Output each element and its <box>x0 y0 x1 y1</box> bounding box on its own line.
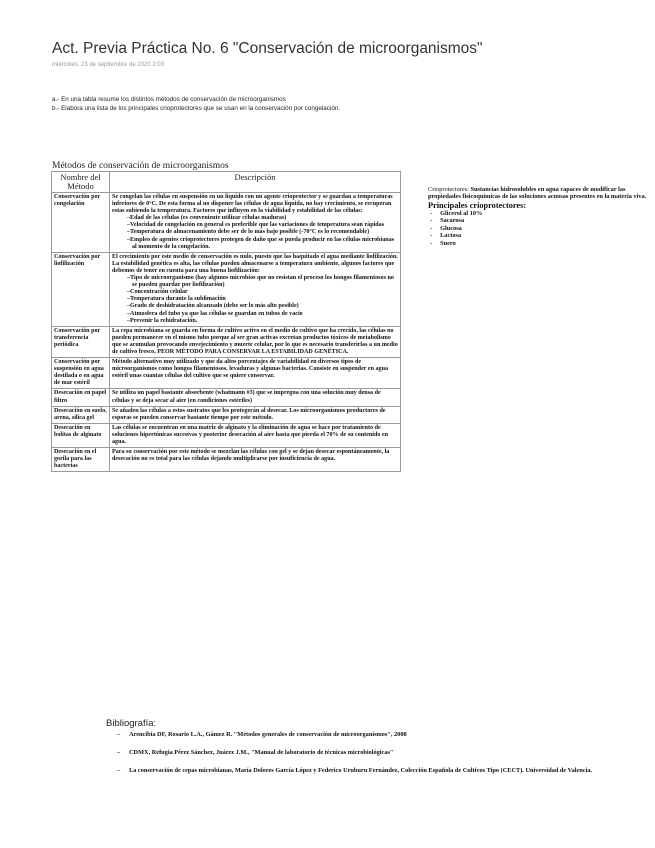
list-item: – Temperatura durante la sublimación <box>132 296 398 303</box>
description-text: Se utiliza un papel bastante absorbente (whatmann #3) que se impregna con una solución muy densa de células y se deja secar al aire (en condiciones estériles) <box>112 390 381 404</box>
factor-list <box>112 215 398 250</box>
description-text: Se congelan las células en suspensión en un líquido con un agente crioprotector y se guardan a temperaturas inferiores de 0°C. De esta forma al no disponer las células de agua líquida, no hay crecimiento, se recuperan estas subiendo la temperatura. Factores que influyen en la viabilidad y estabilidad de las células: <box>112 194 393 215</box>
table-row <box>52 406 401 423</box>
table-header-row <box>52 172 401 193</box>
description-text: Las células se encuentran en una matriz de alginato y la eliminación de agua se hace por tratamiento de soluciones hipertónicas sucesivas y posterior desecación al aire hasta que pierda el 70% de su contenido en agua. <box>112 424 389 445</box>
method-description <box>110 448 401 472</box>
list-item: – Prevenir la rehidratación. <box>132 318 398 325</box>
col-header-method: Nombre del Método <box>52 172 110 193</box>
page-date: miércoles, 23 de septiembre de 2020 2:03 <box>52 62 165 68</box>
method-name: Conservación por transferencia periódica <box>52 326 110 357</box>
list-item: – Grado de deshidratación alcanzado (debe ser lo más alto posible) <box>132 303 398 310</box>
table-row <box>52 423 401 447</box>
method-name: Desecación en bolitas de alginato <box>52 423 110 447</box>
bibliography-heading: Bibliografía: <box>106 718 157 729</box>
description-text: Método alternativo muy utilizado y que da altos porcentajes de variabilidad en diversos tipos de microorganismos como hongos filamentosos, levaduras y algunas bacterias. Consiste en suspender en agua estéril unas cuantas células del cultivo que se quiere conservar. <box>112 359 389 380</box>
method-description <box>110 326 401 357</box>
method-description <box>110 252 401 326</box>
cryoprotector-definition <box>428 186 653 201</box>
method-description <box>110 423 401 447</box>
table-row <box>52 358 401 389</box>
list-item: – Empleo de agentes crioprotectores protegen de daño que se pueda producir en las células microbianas al momento de la congelación. <box>132 237 398 251</box>
method-name: Conservación por suspensión en agua destilada o en agua de mar estéril <box>52 358 110 389</box>
list-item: – Velocidad de congelación en general es preferible que las variaciones de temperatura sean rápidas <box>132 222 398 229</box>
list-item: – Tipo de microorganismo (hay algunos microbios que no resistan el proceso los hongos filamentosos no se pueden guardar por liofilización) <box>132 275 398 289</box>
factor-list <box>112 275 398 325</box>
cryoprotectors-list <box>428 210 653 248</box>
method-name: Conservación por congelación <box>52 193 110 253</box>
table-row <box>52 448 401 472</box>
method-description <box>110 193 401 253</box>
description-text: El crecimiento por este medio de conservación es nulo, puesto que las haquitado el agua mediante liofilización. La estabilidad genética es alta, las células pueden almacenarse a temperatura ambiente, algunos factores que debemos de tener en cuenta para una buena liofilización: <box>112 253 398 274</box>
table-body <box>52 193 401 472</box>
methods-table <box>51 171 401 472</box>
list-item: - Lactosa <box>442 232 653 240</box>
list-item: – Edad de las células (es conveniente utilizar células maduras) <box>132 215 398 222</box>
cryoprotectors-heading: Principales crioprotectores: <box>428 200 527 210</box>
table-row <box>52 389 401 406</box>
definition-text: Sustancias hidrosolubles en agua capaces de modificar las propiedades fisicoquímicas de las soluciones acuosas presentes en la materia viva. <box>428 186 647 201</box>
list-item: - Suero <box>442 240 653 248</box>
table-heading: Métodos de conservación de microorganismos <box>52 161 229 171</box>
table-row <box>52 193 401 253</box>
method-name: Conservación por liofilización <box>52 252 110 326</box>
list-item: – Atmosfera del tubo ya que las células se guardan en tubos de vacío <box>132 311 398 318</box>
list-item: – Concentración celular <box>132 289 398 296</box>
definition-lead: Crioprotectores: <box>428 186 469 193</box>
method-description <box>110 358 401 389</box>
intro-instructions <box>52 95 340 113</box>
table-row <box>52 326 401 357</box>
method-description <box>110 406 401 423</box>
instruction-b: b.- Elabora una lista de los principales crioprotectores que se usan en la conservación por congelación. <box>52 105 341 112</box>
method-name: Desecación en suelo, arena, sílica gel <box>52 406 110 423</box>
description-text: La cepa microbiana se guarda en forma de cultivo activo en el medio de cultivo que ha crecido, las células no pueden permanecer en el mismo tubo porque al ser gran activas excretan productos tóxicos de metabolismo que se acumulan provocando envejecimiento y muerte celular, por lo que es necesario transferirlas a un medio de cultivo fresco, PEOR MÉTODO PARA CONSERVAR LA ESTABILIDAD GENÉTICA. <box>112 327 398 355</box>
table-row <box>52 252 401 326</box>
page-title: Act. Previa Práctica No. 6 "Conservación de microorganismos" <box>52 40 483 57</box>
bibliography-list <box>117 731 642 785</box>
list-item: - Glucosa <box>442 225 653 233</box>
description-text: Se añaden las células a estos sustratos que les protegerán al desecar. Los microorganismos productores de esporas se pueden conservar bastante tiempo por este método. <box>112 407 386 421</box>
cryoprotectors-panel <box>428 186 653 248</box>
col-header-description: Descripción <box>110 172 401 193</box>
method-name: Desecación en el gorila para las bacterias <box>52 448 110 472</box>
list-item: – Temperatura de almacenamiento debe ser de lo más bajo posible (-70°C es lo recomendable) <box>132 229 398 236</box>
bibliography-item: – La conservación de cepas microbianas, María Dolores García López y Federico Uruburu Fernández, Colección Española de Cultivos Tipo (CECT). Universidad de Valencia. <box>117 767 642 775</box>
bibliography-item: – Arencibia DF, Rosario L.A., Gámez R. "Métodos generales de conservación de microorganismos", 2008 <box>117 731 642 739</box>
method-description <box>110 389 401 406</box>
list-item: - Sacarosa <box>442 217 653 225</box>
instruction-a: a.- En una tabla resume los distintos métodos de conservación de microorganismos <box>52 96 286 103</box>
list-item: - Glicerol al 10% <box>442 210 653 218</box>
method-name: Desecación en papel filtro <box>52 389 110 406</box>
bibliography-item: – CDMX, Refugia Pérez Sánchez, Juárez J.M., "Manual de laboratorio de técnicas microbiológicas" <box>117 749 642 757</box>
description-text: Para su conservación por este método se mezclan las células con gel y se dejan desecar espontáneamente, la desecación no es total para las células dejando multiplicarse por insuficiencia de agua. <box>112 449 390 463</box>
